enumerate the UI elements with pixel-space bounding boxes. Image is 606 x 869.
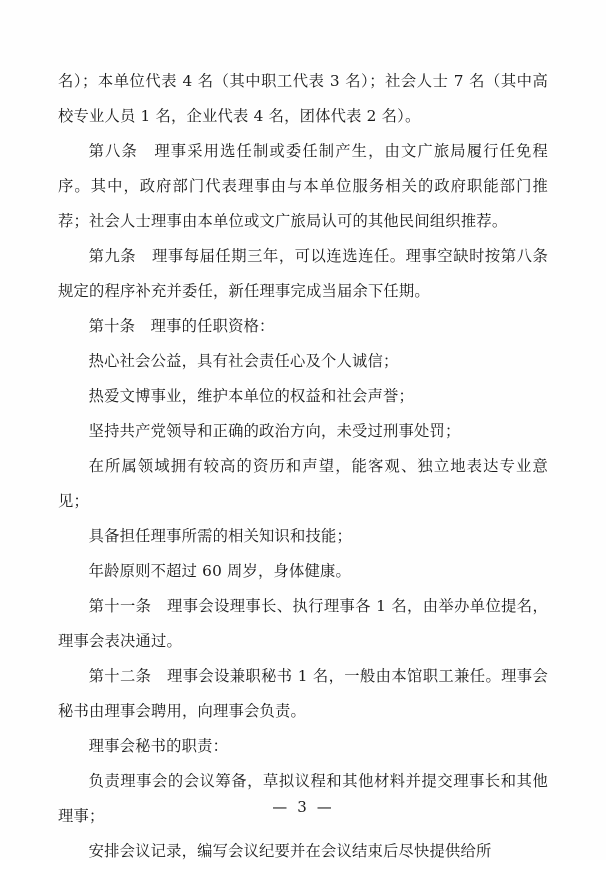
paragraph-article-8: 第八条 理事采用选任制或委任制产生，由文广旅局履行任免程序。其中，政府部门代表理事由与本单位服务相关的政府职能部门推荐；社会人士理事由本单位或文广旅局认可的其他民间组织推荐。 (58, 142, 548, 230)
page-number (0, 798, 606, 816)
paragraph-secretary-duty-2: 安排会议记录，编写会议纪要并在会议结束后尽快提供给所 (88, 842, 492, 860)
paragraph-qualification-2: 热爱文博事业，维护本单位的权益和社会声誉； (88, 387, 415, 405)
paragraph-continued-composition: 名）；本单位代表 4 名（其中职工代表 3 名）；社会人士 7 名（其中高校专业人员 1 名，企业代表 4 名，团体代表 2 名）。 (58, 72, 548, 125)
paragraph-article-11: 第十一条 理事会设理事长、执行理事各 1 名，由举办单位提名，理事会表决通过。 (58, 597, 548, 650)
page-number-right-dash: — (316, 798, 334, 816)
page-number-left-dash: — (272, 798, 290, 816)
paragraph-article-9: 第九条 理事每届任期三年，可以连选连任。理事空缺时按第八条规定的程序补充并委任，新任理事完成当届余下任期。 (58, 247, 548, 300)
paragraph-article-12: 第十二条 理事会设兼职秘书 1 名，一般由本馆职工兼任。理事会秘书由理事会聘用，向理事会负责。 (58, 667, 548, 720)
paragraph-qualification-1: 热心社会公益，具有社会责任心及个人诚信； (88, 352, 399, 370)
paragraph-qualification-4: 在所属领域拥有较高的资历和声望，能客观、独立地表达专业意见； (58, 457, 548, 510)
paragraph-qualification-6: 年龄原则不超过 60 周岁，身体健康。 (88, 562, 352, 580)
paragraph-secretary-duties-title: 理事会秘书的职责： (88, 737, 229, 755)
paragraph-qualification-5: 具备担任理事所需的相关知识和技能； (88, 527, 353, 545)
paragraph-article-10: 第十条 理事的任职资格： (88, 317, 275, 335)
document-body (58, 64, 548, 869)
paragraph-secretary-duty-1: 负责理事会的会议筹备，草拟议程和其他材料并提交理事长和其他理事； (58, 772, 548, 825)
page-number-value: 3 (297, 798, 309, 816)
paragraph-qualification-3: 坚持共产党领导和正确的政治方向，未受过刑事处罚； (88, 422, 461, 440)
